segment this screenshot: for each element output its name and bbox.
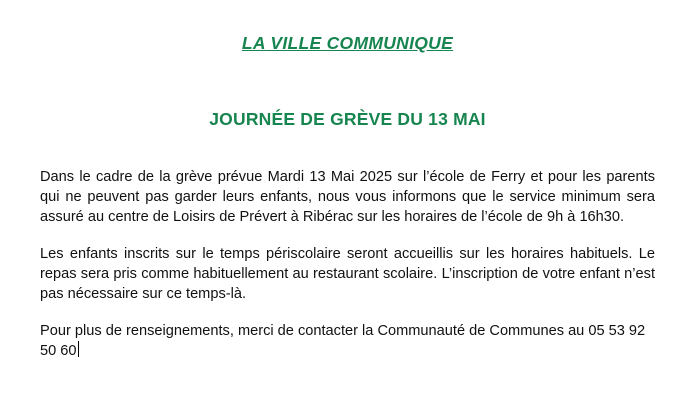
paragraph-contact[interactable] <box>40 321 655 361</box>
paragraph-service-minimum[interactable]: Dans le cadre de la grève prévue Mardi 13 Mai 2025 sur l’école de Ferry et pour les parents qui ne peuvent pas garder leurs enfants, nous vous informons que le service minimum sera assuré au centre de Loisirs de Prévert à Ribérac sur les horaires de l’école de 9h à 16h30. <box>40 169 655 225</box>
document-subtitle[interactable]: JOURNÉE DE GRÈVE DU 13 MAI <box>209 109 486 129</box>
paragraph-periscolaire[interactable]: Les enfants inscrits sur le temps périscolaire seront accueillis sur les horaires habituels. Le repas sera pris comme habituellement au restaurant scolaire. L’inscription de votre enfant n’est pas nécessaire sur ce temps-là. <box>40 246 655 302</box>
paragraph-contact-text: Pour plus de renseignements, merci de contacter la Communauté de Communes au 05 53 92 50 60 <box>40 323 646 359</box>
document-title[interactable]: LA VILLE COMMUNIQUE <box>241 33 454 53</box>
text-caret <box>78 341 80 357</box>
